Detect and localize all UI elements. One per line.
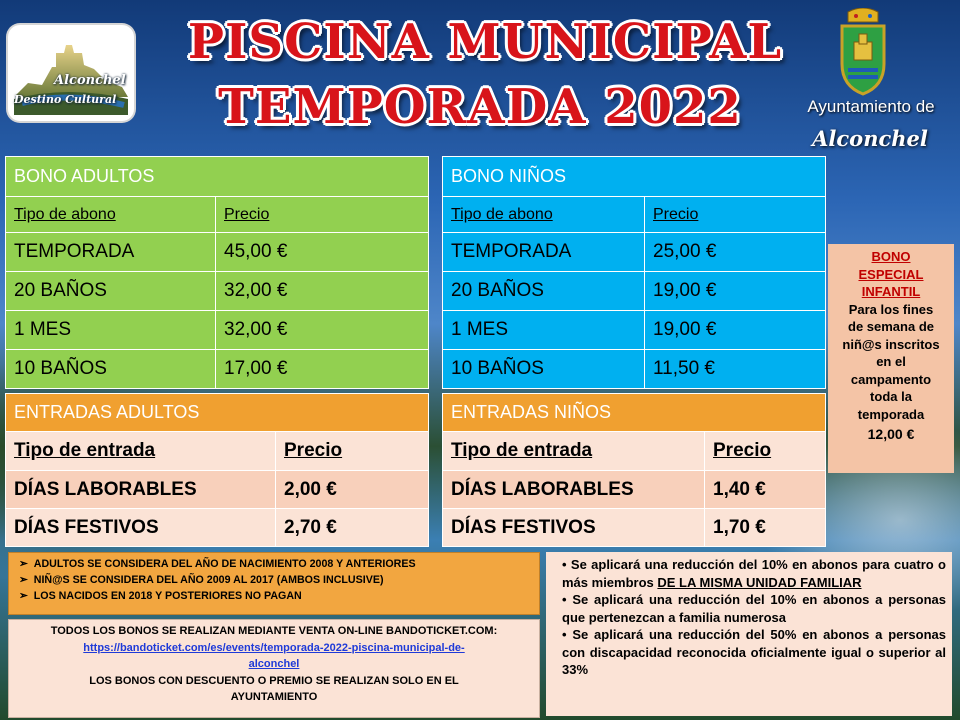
table-row-tipo: TEMPORADA xyxy=(443,233,645,272)
bandoticket-link[interactable]: alconchel xyxy=(248,658,300,670)
entradas-adultos-table xyxy=(5,393,429,547)
bono-especial-text: temporada xyxy=(857,406,925,422)
table-row-tipo: 1 MES xyxy=(443,311,645,350)
ayuntamiento-name: Alconchel xyxy=(812,126,928,151)
table-row-tipo: TEMPORADA xyxy=(6,233,216,272)
ayuntamiento-label: Ayuntamiento de xyxy=(807,97,935,116)
table-row-precio: 45,00 € xyxy=(216,233,429,272)
bono-especial-text: toda la xyxy=(870,389,912,404)
bono-especial-text: en el xyxy=(876,354,906,369)
column-header-precio: Precio xyxy=(705,432,826,471)
headline-line-2: TEMPORADA 2022 xyxy=(218,79,742,135)
arrow-bullet-icon: ➢ xyxy=(19,574,28,586)
table-row-precio: 32,00 € xyxy=(216,272,429,311)
table-row-tipo: DÍAS FESTIVOS xyxy=(6,509,276,547)
logo-line-1: Alconchel xyxy=(54,73,126,88)
age-notes xyxy=(8,552,540,615)
table-row-tipo: 10 BAÑOS xyxy=(6,350,216,389)
bandoticket-link[interactable]: https://bandoticket.com/es/events/temporada-2022-piscina-municipal-de- xyxy=(83,641,465,654)
table-row-tipo: DÍAS LABORABLES xyxy=(443,471,705,509)
table-row-tipo: DÍAS LABORABLES xyxy=(6,471,276,509)
bono-especial-text: de semana de xyxy=(848,319,934,334)
bono-ninos-title: BONO NIÑOS xyxy=(443,157,826,197)
coat-of-arms-icon xyxy=(838,8,888,96)
column-header-tipo: Tipo de abono xyxy=(443,197,645,233)
online-sale-notes xyxy=(8,619,540,718)
bono-especial-title-2: ESPECIAL xyxy=(858,266,924,282)
bono-especial-text: campamento xyxy=(850,371,932,387)
table-row-tipo: 10 BAÑOS xyxy=(443,350,645,389)
bono-ninos-table xyxy=(442,156,826,389)
discount-item: • Se aplicará una reducción del 50% en abonos a personas con discapacidad reconocida oficialmente igual o superior al 33% xyxy=(562,627,947,677)
entradas-adultos-title: ENTRADAS ADULTOS xyxy=(6,394,429,432)
age-note: NIÑ@S SE CONSIDERA DEL AÑO 2009 AL 2017 (AMBOS INCLUSIVE) xyxy=(33,574,384,586)
age-note: ADULTOS SE CONSIDERA DEL AÑO DE NACIMIENTO 2008 Y ANTERIORES xyxy=(33,558,416,570)
discount-item-text: Se aplicará una reducción del 10% en abonos para cuatro o más miembros xyxy=(562,557,946,590)
column-header-tipo: Tipo de entrada xyxy=(6,432,276,471)
arrow-bullet-icon: ➢ xyxy=(19,590,28,602)
arrow-bullet-icon: ➢ xyxy=(19,558,28,570)
column-header-tipo: Tipo de entrada xyxy=(443,432,705,471)
bono-especial-infantil xyxy=(828,244,954,473)
bono-adultos-table xyxy=(5,156,429,389)
column-header-precio: Precio xyxy=(276,432,429,471)
discount-item-text: Se aplicará una reducción del 10% en abonos a personas que pertenezcan a familia numerosa xyxy=(562,592,947,625)
discount-note-line: AYUNTAMIENTO xyxy=(230,691,318,703)
bono-especial-text: niñ@s inscritos xyxy=(842,336,940,352)
bono-especial-title-3: INFANTIL xyxy=(861,284,921,299)
entradas-ninos-table xyxy=(442,393,826,547)
table-row-precio: 11,50 € xyxy=(645,350,826,389)
bono-adultos-title: BONO ADULTOS xyxy=(6,157,429,197)
table-row-tipo: 1 MES xyxy=(6,311,216,350)
discount-item: • Se aplicará una reducción del 10% en abonos para cuatro o más miembros DE LA MISMA UNIDAD FAMILIAR xyxy=(562,557,946,590)
bono-especial-text: Para los fines xyxy=(848,301,934,317)
table-row-precio: 32,00 € xyxy=(216,311,429,350)
headline-line-1: PISCINA MUNICIPAL xyxy=(187,14,783,70)
table-row-precio: 2,00 € xyxy=(276,471,429,509)
column-header-tipo: Tipo de abono xyxy=(6,197,216,233)
discount-item-text: Se aplicará una reducción del 50% en abonos a personas con discapacidad reconocida oficialmente igual o superior al 33% xyxy=(562,627,947,677)
table-row-precio: 17,00 € xyxy=(216,350,429,389)
bono-especial-price: 12,00 € xyxy=(867,426,915,442)
table-row-tipo: DÍAS FESTIVOS xyxy=(443,509,705,547)
online-sale-line: TODOS LOS BONOS SE REALIZAN MEDIANTE VENTA ON-LINE BANDOTICKET.COM: xyxy=(50,625,498,637)
discount-item-emphasis: DE LA MISMA UNIDAD FAMILIAR xyxy=(657,574,862,590)
table-row-precio: 25,00 € xyxy=(645,233,826,272)
table-row-precio: 2,70 € xyxy=(276,509,429,547)
table-row-tipo: 20 BAÑOS xyxy=(6,272,216,311)
discount-notes xyxy=(546,552,952,716)
table-row-precio: 1,70 € xyxy=(705,509,826,547)
logo-line-2: Destino Cultural xyxy=(14,93,117,106)
age-note: LOS NACIDOS EN 2018 Y POSTERIORES NO PAGAN xyxy=(33,590,302,602)
table-row-precio: 19,00 € xyxy=(645,311,826,350)
entradas-ninos-title: ENTRADAS NIÑOS xyxy=(443,394,826,432)
bono-especial-title-1: BONO xyxy=(871,249,911,264)
table-row-precio: 1,40 € xyxy=(705,471,826,509)
column-header-precio: Precio xyxy=(645,197,826,233)
discount-item: • Se aplicará una reducción del 10% en abonos a personas que pertenezcan a familia numerosa xyxy=(562,592,947,625)
column-header-precio: Precio xyxy=(216,197,429,233)
discount-note-line: LOS BONOS CON DESCUENTO O PREMIO SE REALIZAN SOLO EN EL xyxy=(89,674,459,687)
table-row-tipo: 20 BAÑOS xyxy=(443,272,645,311)
table-row-precio: 19,00 € xyxy=(645,272,826,311)
